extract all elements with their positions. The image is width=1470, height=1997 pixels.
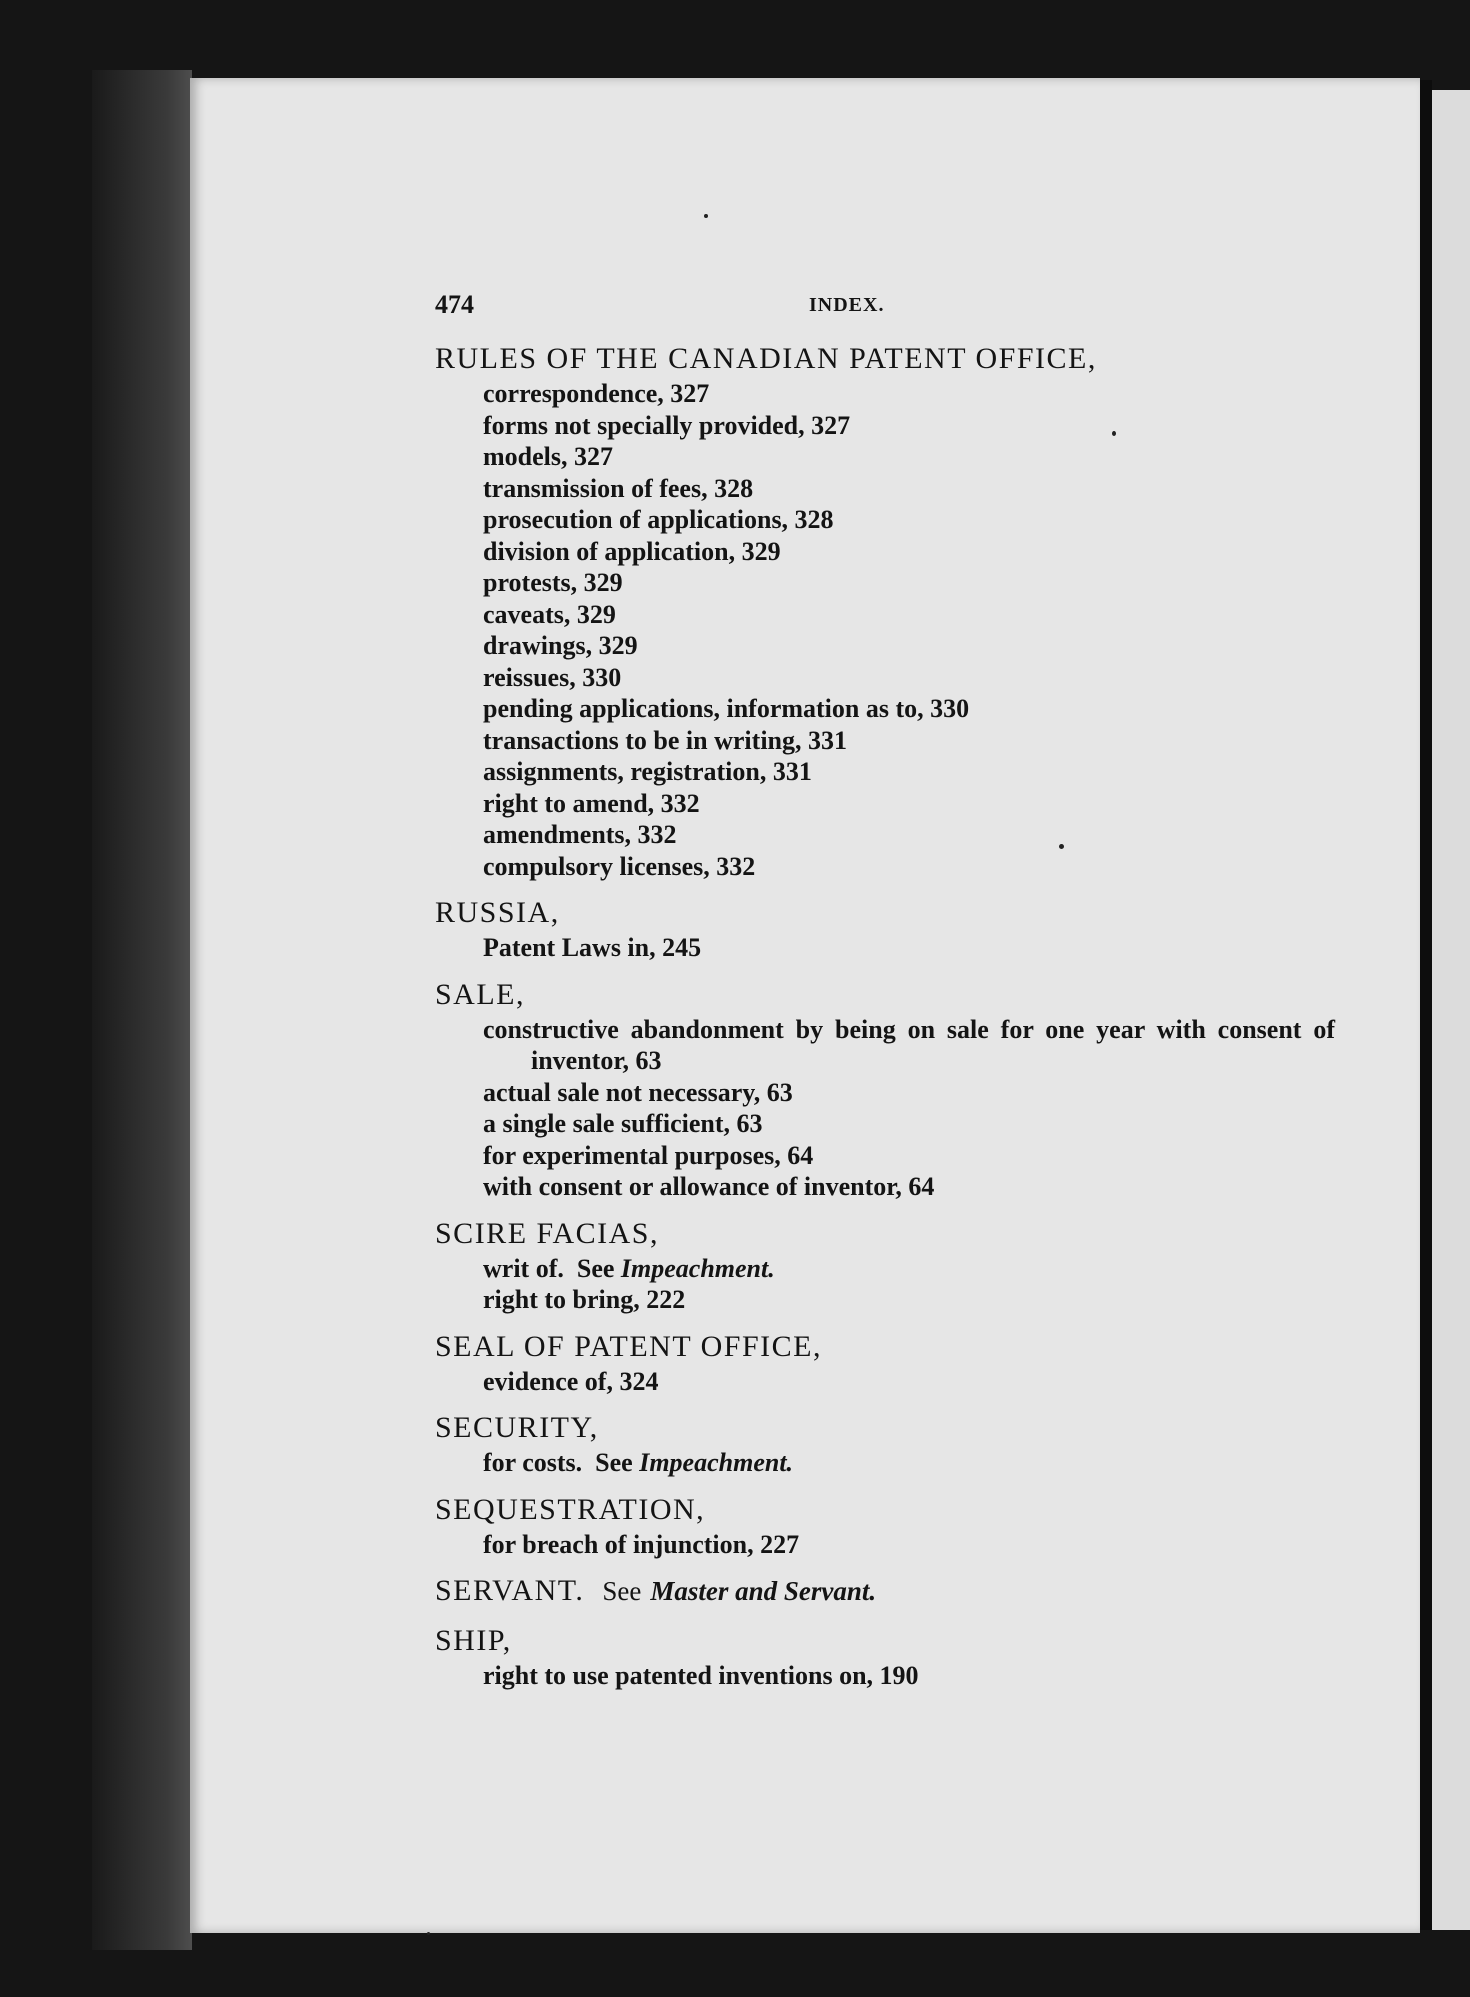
see-label: See — [595, 1448, 633, 1477]
facing-page-edge — [1432, 90, 1470, 1930]
entry-heading: RUSSIA, — [435, 896, 560, 929]
subentry: protests, 329 — [483, 568, 623, 597]
subentry: right to use patented inventions on, 190 — [483, 1661, 919, 1690]
ink-speck — [427, 1932, 430, 1935]
page-header — [435, 280, 1335, 328]
subentry: for breach of injunction, 227 — [483, 1529, 800, 1559]
subentry: models, 327 — [483, 442, 613, 471]
subentry: prosecution of applications, 328 — [483, 505, 834, 534]
entry-heading: SEAL OF PATENT OFFICE, — [435, 1329, 822, 1363]
subentry: drawings, 329 — [483, 631, 638, 660]
subentry-text: writ of. — [483, 1253, 564, 1283]
subentry: for experimental purposes, 64 — [483, 1140, 814, 1170]
index-entry — [435, 1409, 1335, 1479]
subentry: assignments, registration, 331 — [483, 757, 812, 786]
subentry: transmission of fees, 328 — [483, 473, 754, 503]
entry-heading: SALE, — [435, 977, 525, 1011]
subentry-text: for costs. — [483, 1448, 583, 1477]
index-entry — [435, 976, 1335, 1203]
book-binding — [92, 70, 192, 1950]
subentry: right to bring, 222 — [483, 1285, 686, 1314]
subentry: compulsory licenses, 332 — [483, 851, 756, 881]
index-entry — [435, 340, 1335, 882]
cross-reference-link: Master and Servant. — [650, 1576, 877, 1606]
subentry: with consent or allowance of inventor, 64 — [483, 1172, 935, 1201]
subentry: amendments, 332 — [483, 820, 677, 849]
cross-reference-link: Impeachment. — [620, 1253, 775, 1283]
index-entry — [435, 1215, 1335, 1316]
subentry: transactions to be in writing, 331 — [483, 725, 847, 755]
subentry: forms not specially provided, 327 — [483, 410, 851, 440]
subentry: reissues, 330 — [483, 662, 622, 692]
running-head: INDEX. — [809, 294, 885, 316]
page-gutter — [1420, 80, 1432, 1930]
subentry: evidence of, 324 — [483, 1366, 659, 1396]
subentry-cross-reference — [435, 1447, 1335, 1479]
page-number: 474 — [435, 290, 474, 319]
entry-heading: SHIP, — [435, 1624, 512, 1657]
index-entry — [435, 1622, 1335, 1692]
ink-speck — [704, 214, 708, 218]
subentry: right to amend, 332 — [483, 788, 700, 818]
entry-heading: SERVANT. — [435, 1574, 585, 1607]
subentry: constructive abandonment by being on sale for one year with consent of inventor, 63 — [483, 1014, 1335, 1075]
entry-heading: SECURITY, — [435, 1411, 599, 1444]
subentry: Patent Laws in, 245 — [483, 933, 702, 962]
subentry-cross-reference — [435, 1253, 1335, 1285]
entry-heading: SCIRE FACIAS, — [435, 1216, 659, 1250]
subentry: a single sale sufficient, 63 — [483, 1109, 763, 1138]
index-entry — [435, 1572, 1335, 1610]
subentry: correspondence, 327 — [483, 379, 710, 408]
see-label: See — [576, 1253, 615, 1283]
index-entry — [435, 1491, 1335, 1561]
subentry: caveats, 329 — [483, 599, 616, 629]
subentry: division of application, 329 — [483, 536, 781, 566]
index-page-content — [435, 280, 1335, 1692]
index-entry — [435, 1328, 1335, 1398]
see-label: See — [602, 1576, 642, 1606]
entry-heading: SEQUESTRATION, — [435, 1492, 706, 1526]
subentry: actual sale not necessary, 63 — [483, 1077, 793, 1107]
cross-reference-link: Impeachment. — [639, 1448, 794, 1477]
entry-heading: RULES OF THE CANADIAN PATENT OFFICE, — [435, 342, 1097, 375]
entry-heading-cross-reference — [435, 1572, 1335, 1610]
subentry: pending applications, information as to, 330 — [483, 694, 970, 723]
index-entry — [435, 894, 1335, 964]
